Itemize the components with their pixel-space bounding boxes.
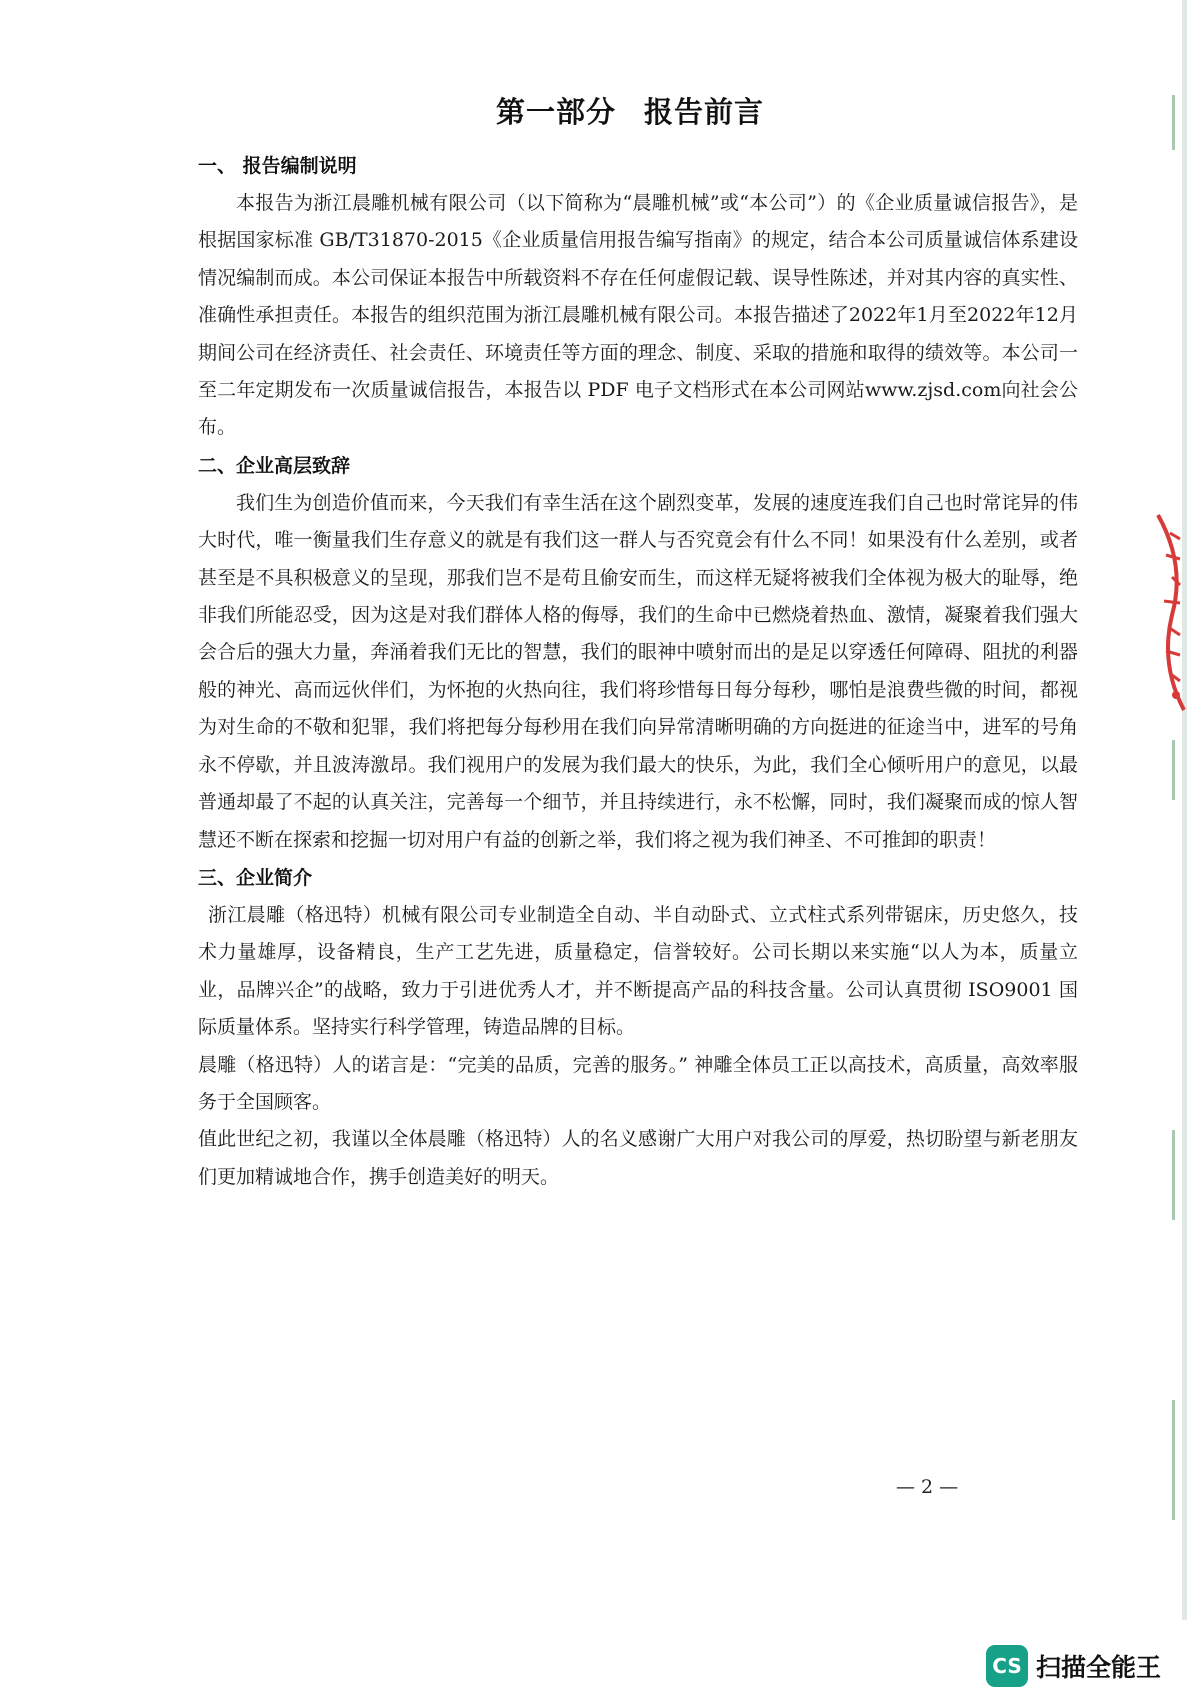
title-part-2: 报告前言 bbox=[644, 95, 765, 129]
section-3-paragraph-1: 浙江晨雕（格迅特）机械有限公司专业制造全自动、半自动卧式、立式柱式系列带锯床，历史悠久，技术力量雄厚，设备精良，生产工艺先进，质量稳定，信誉较好。公司长期以来实施“以人为本，质量立业，品牌兴企”的战略，致力于引进优秀人才，并不断提高产品的科技含量。公司认真贯彻 ISO9001 国际质量体系。坚持实行科学管理，铸造品牌的目标。 bbox=[198, 903, 1078, 1039]
binding-mark bbox=[1172, 1400, 1175, 1520]
title-part-1: 第一部分 bbox=[495, 95, 616, 129]
section-2-paragraph: 我们生为创造价值而来，今天我们有幸生活在这个剧烈变革，发展的速度连我们自己也时常诧异的伟大时代，唯一衡量我们生存意义的就是有我们这一群人与否究竟会有什么不同！如果没有什么差别，或者甚至是不具积极意义的呈现，那我们岂不是苟且偷安而生，而这样无疑将被我们全体视为极大的耻辱，绝非我们所能忍受，因为这是对我们群体人格的侮辱，我们的生命中已燃烧着热血、激情，凝聚着我们强大会合后的强大力量，奔涌着我们无比的智慧，我们的眼神中喷射而出的是足以穿透任何障碍、阻扰的利器般的神光、高而远伙伴们，为怀抱的火热向往，我们将珍惜每日每分每秒，哪怕是浪费些微的时间，都视为对生命的不敬和犯罪，我们将把每分每秒用在我们向异常清晰明确的方向挺进的征途当中，进军的号角永不停歇，并且波涛激昂。我们视用户的发展为我们最大的快乐，为此，我们全心倾听用户的意见，以最普通却最了不起的认真关注，完善每一个细节，并且持续进行，永不松懈，同时，我们凝聚而成的惊人智慧还不断在探索和挖掘一切对用户有益的创新之举，我们将之视为我们神圣、不可推卸的职责！ bbox=[198, 491, 1078, 851]
scanner-watermark bbox=[986, 1644, 1161, 1688]
section-heading-1: 一、 报告编制说明 bbox=[198, 155, 357, 177]
section-3-paragraph-2: 晨雕（格迅特）人的诺言是：“完美的品质，完善的服务。” 神雕全体员工正以高技术，高质量，高效率服务于全国顾客。 bbox=[198, 1053, 1078, 1113]
section-heading-2: 二、企业高层致辞 bbox=[198, 454, 351, 477]
section-1-paragraph: 本报告为浙江晨雕机械有限公司（以下简称为“晨雕机械”或“本公司”）的《企业质量诚信报告》，是根据国家标准 GB/T31870-2015《企业质量信用报告编写指南》的规定，结合本公司质量诚信体系建设情况编制而成。本公司保证本报告中所载资料不存在任何虚假记载、误导性陈述，并对其内容的真实性、准确性承担责任。本报告的组织范围为浙江晨雕机械有限公司。本报告描述了2022年1月至2022年12月期间公司在经济责任、社会责任、环境责任等方面的理念、制度、采取的措施和取得的绩效等。本公司一至二年定期发布一次质量诚信报告，本报告以 PDF 电子文档形式在本公司网站www.zjsd.com向社会公布。 bbox=[198, 192, 1078, 439]
section-3-paragraph-3: 值此世纪之初，我谨以全体晨雕（格迅特）人的名义感谢广大用户对我公司的厚爱，热切盼望与新老朋友们更加精诚地合作，携手创造美好的明天。 bbox=[198, 1128, 1078, 1188]
red-seal-stamp bbox=[1150, 505, 1190, 720]
report-body bbox=[198, 147, 1078, 1196]
scanner-app-name: 扫描全能王 bbox=[1036, 1653, 1162, 1682]
page-edge-strip bbox=[1182, 0, 1187, 1620]
section-heading-3: 三、企业简介 bbox=[198, 866, 313, 889]
page-title bbox=[0, 90, 1200, 131]
page-number: — 2 — bbox=[896, 1476, 959, 1498]
binding-mark bbox=[1172, 1130, 1175, 1220]
binding-mark bbox=[1172, 740, 1175, 800]
camscanner-logo-icon: CS bbox=[986, 1645, 1028, 1687]
